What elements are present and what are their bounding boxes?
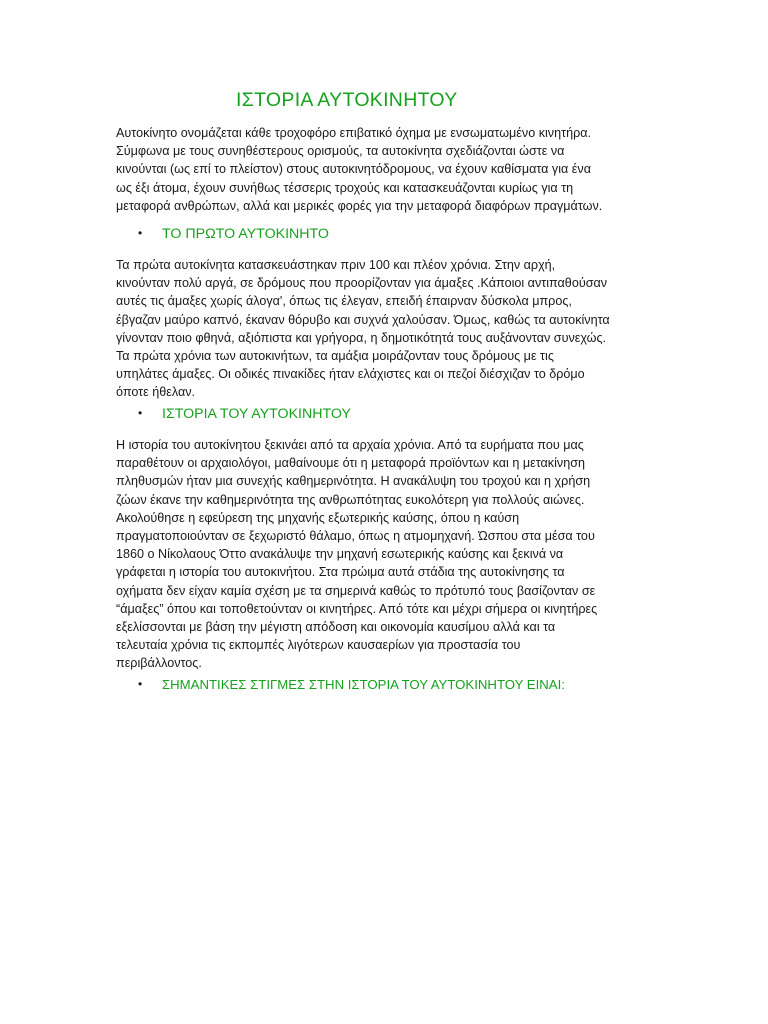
intro-line: ως έξι άτομα, έχουν συνήθως τέσσερις τροχούς και κατασκευάζονται κυρίως για τη (116, 180, 574, 195)
section-heading-first-car (138, 226, 329, 242)
section-heading-text: ΙΣΤΟΡΙΑ ΤΟΥ ΑΥΤΟΚΙΝΗΤΟΥ (162, 406, 351, 422)
paragraph-line: εξελίσσονται με βάση την μέγιστη απόδοση και οικονομία καυσίμου αλλά και τα (116, 620, 556, 635)
paragraph-line: τελευταία χρόνια τις εκπομπές λιγότερων καυσαερίων για προστασία του (116, 638, 521, 653)
first-car-paragraph (116, 256, 666, 402)
paragraph-line: περιβάλλοντος. (116, 656, 202, 671)
paragraph-line: ζώων έκανε την καθημερινότητα της ανθρωπότητας ευκολότερη για πολλούς αιώνες. (116, 492, 585, 507)
paragraph-line: υπηλάτες άμαξες. Οι οδικές πινακίδες ήταν ελάχιστες και οι πεζοί διέσχιζαν το δρόμο (116, 367, 585, 382)
paragraph-line: γίνονταν ποιο φθηνά, αξιόπιστα και γρήγορα, η δημοτικότητά τους αυξάνονταν συνεχώς. (116, 330, 607, 345)
intro-line: Σύμφωνα με τους συνηθέστερους ορισμούς, τα αυτοκίνητα σχεδιάζονται ώστε να (116, 144, 565, 159)
intro-paragraph (116, 124, 666, 215)
car-history-paragraph (116, 436, 666, 673)
paragraph-line: 1860 ο Νίκολαους Όττο ανακάλυψε την μηχανή εσωτερικής καύσης και ξεκινά να (116, 547, 564, 562)
paragraph-line: παραθέτουν οι αρχαιολόγοι, μαθαίνουμε ότι η μεταφορά προϊόντων και η μετακίνηση (116, 456, 585, 471)
paragraph-line: Η ιστορία του αυτοκίνητου ξεκινάει από τα αρχαία χρόνια. Από τα ευρήματα που μας (116, 438, 584, 452)
document-title: ΙΣΤΟΡΙΑ ΑΥΤΟΚΙΝΗΤΟΥ (236, 89, 458, 111)
bullet-icon: • (138, 677, 143, 691)
paragraph-line: έβγαζαν μαύρο καπνό, έκαναν θόρυβο και συχνά χαλούσαν. Όμως, καθώς τα αυτοκίνητα (116, 312, 610, 327)
paragraph-line: οχήματα δεν είχαν καμία σχέση με τα σημερινά καθώς το πρότυπό τους βασίζονταν σε (116, 583, 596, 598)
intro-line: κινούνται (ως επί το πλείστον) στους αυτοκινητόδρομους, να έχουν καθίσματα για ένα (116, 162, 592, 177)
paragraph-line: Τα πρώτα αυτοκίνητα κατασκευάστηκαν πριν 100 και πλέον χρόνια. Στην αρχή, (116, 258, 556, 272)
paragraph-line: αυτές τις άμαξες χωρίς άλογα', όπως τις έλεγαν, επειδή έπαιρναν δύσκολα μπρος, (116, 294, 572, 309)
paragraph-line: Τα πρώτα χρόνια των αυτοκινήτων, τα αμάξια μοιράζονταν τους δρόμους με τις (116, 349, 554, 364)
paragraph-line: “άμαξες” όπου και τοποθετούνταν οι κινητήρες. Από τότε και μέχρι σήμερα οι κινητήρες (116, 601, 598, 616)
section-heading-text: ΤΟ ΠΡΩΤΟ ΑΥΤΟΚΙΝΗΤΟ (162, 226, 329, 242)
paragraph-line: πληθυσμών ήταν μια συνεχής καθημερινότητα. Η ανακάλυψη του τροχού και η χρήση (116, 474, 591, 489)
paragraph-line: γράφεται η ιστορία του αυτοκινήτου. Στα πρώιμα αυτά στάδια της αυτοκίνησης τα (116, 565, 565, 580)
intro-line: Αυτοκίνητο ονομάζεται κάθε τροχοφόρο επιβατικό όχημα με ενσωματωμένο κινητήρα. (116, 126, 592, 140)
paragraph-line: Ακολούθησε η εφεύρεση της μηχανής εξωτερικής καύσης, όπου η καύση (116, 510, 520, 525)
section-heading-key-moments (138, 677, 565, 692)
intro-line: μεταφορά ανθρώπων, αλλά και μερικές φορές για την μεταφορά διαφόρων πραγμάτων. (116, 198, 603, 213)
paragraph-line: πραγματοποιούνταν σε ξεχωριστό θάλαμο, όπως η ατμομηχανή. Ώσπου στα μέσα του (116, 529, 595, 544)
bullet-icon: • (138, 406, 143, 420)
paragraph-line: όποτε ήθελαν. (116, 385, 196, 400)
section-heading-text: ΣΗΜΑΝΤΙΚΕΣ ΣΤΙΓΜΕΣ ΣΤΗΝ ΙΣΤΟΡΙΑ ΤΟΥ ΑΥΤΟΚΙΝΗΤΟΥ ΕΙΝΑΙ: (162, 677, 565, 692)
bullet-icon: • (138, 226, 143, 240)
paragraph-line: κινούνταν πολύ αργά, σε δρόμους που προορίζονταν για άμαξες .Κάποιοι αντιπαθούσαν (116, 276, 608, 291)
section-heading-car-history (138, 406, 351, 422)
